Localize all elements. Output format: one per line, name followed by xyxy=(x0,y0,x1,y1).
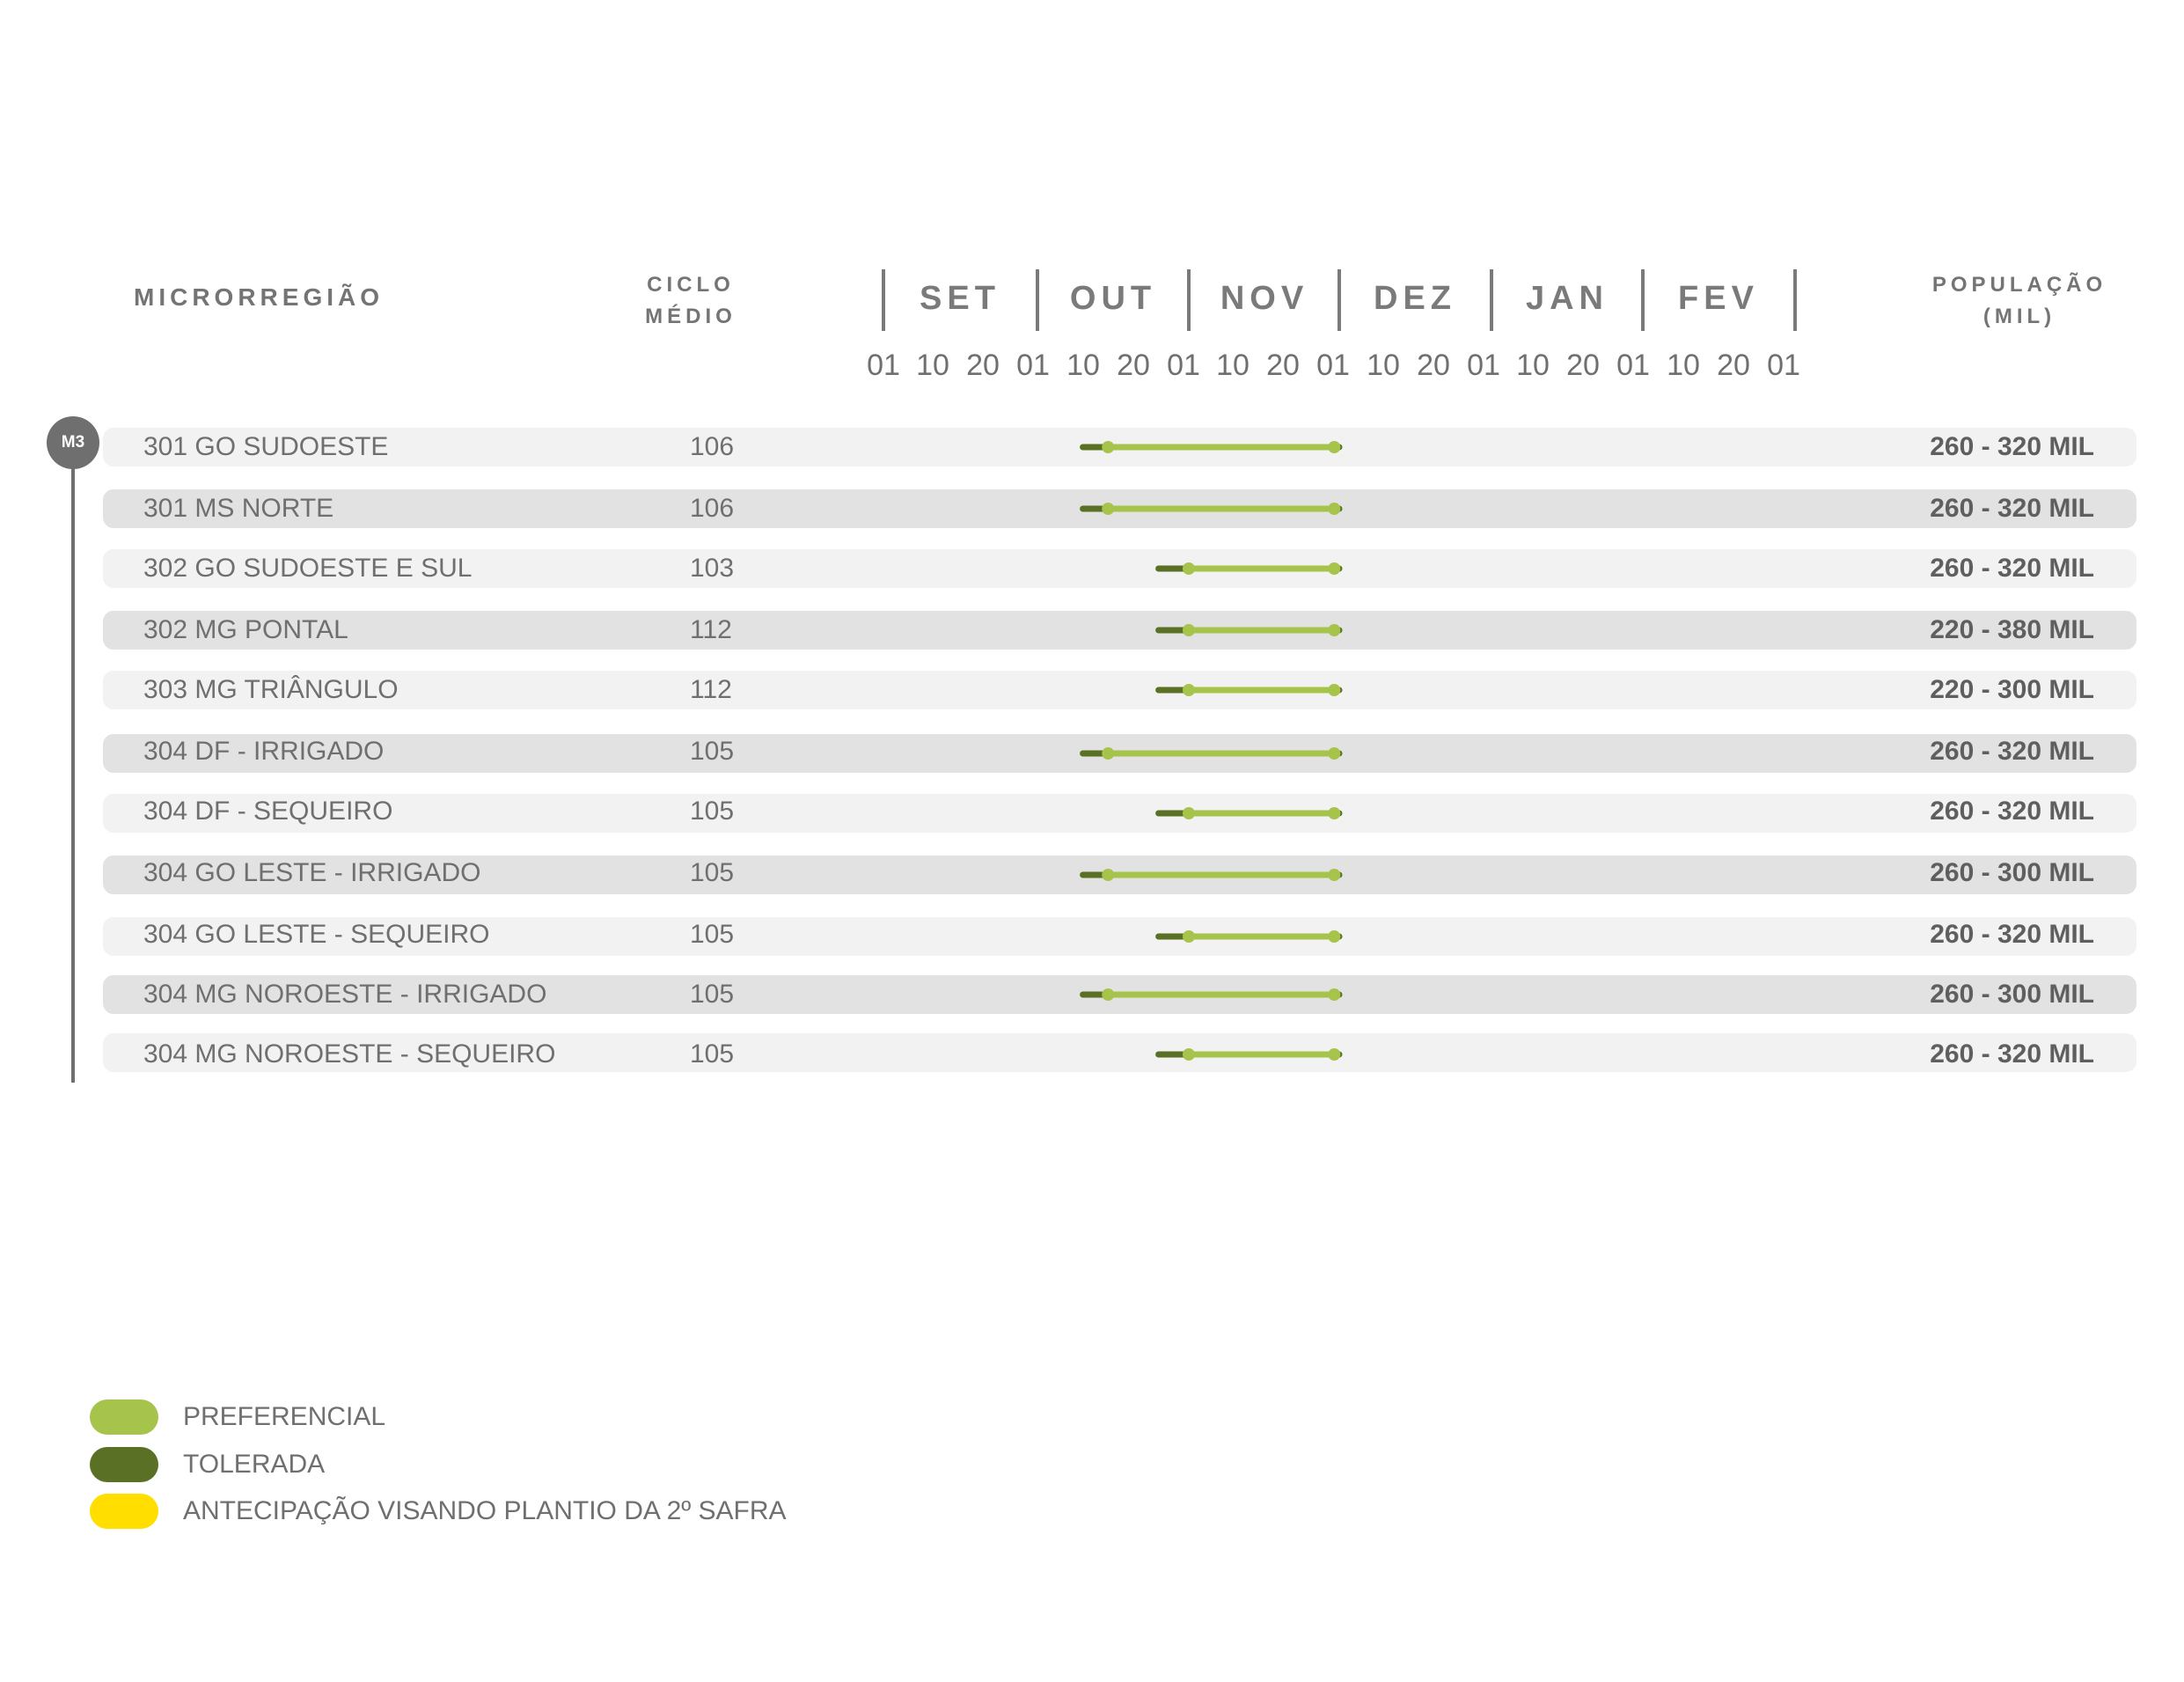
month-label-nov: NOV xyxy=(1220,280,1309,317)
tick-label: 01 xyxy=(1167,349,1200,382)
row-populacao: 260 - 320 MIL xyxy=(1930,494,2094,523)
row-populacao: 260 - 320 MIL xyxy=(1930,797,2094,826)
header-ciclo-line1: CICLO xyxy=(647,273,735,297)
tick-label: 10 xyxy=(1667,349,1700,382)
row-populacao: 260 - 320 MIL xyxy=(1930,432,2094,461)
row-populacao: 260 - 300 MIL xyxy=(1930,858,2094,887)
header-populacao-line2: (MIL) xyxy=(1982,305,2056,328)
row-populacao: 260 - 320 MIL xyxy=(1930,737,2094,766)
month-separator xyxy=(1187,269,1191,331)
month-separator xyxy=(1338,269,1341,331)
header-ciclo-line2: MÉDIO xyxy=(645,305,737,328)
table-row xyxy=(103,671,2136,709)
tick-label: 20 xyxy=(966,349,1000,382)
tick-label: 10 xyxy=(1216,349,1250,382)
tick-label: 20 xyxy=(1566,349,1600,382)
row-ciclo: 105 xyxy=(690,797,735,826)
tick-label: 20 xyxy=(1717,349,1750,382)
legend-label-preferencial: PREFERENCIAL xyxy=(183,1402,386,1431)
table-row xyxy=(103,489,2136,528)
row-microrregiao: 304 MG NOROESTE - SEQUEIRO xyxy=(143,1039,556,1069)
tick-label: 10 xyxy=(1516,349,1550,382)
tick-label: 20 xyxy=(1417,349,1450,382)
tick-label: 01 xyxy=(1016,349,1050,382)
tick-label: 01 xyxy=(1616,349,1650,382)
row-microrregiao: 302 GO SUDOESTE E SUL xyxy=(143,554,473,583)
row-populacao: 260 - 300 MIL xyxy=(1930,980,2094,1009)
tick-label: 10 xyxy=(1367,349,1400,382)
month-separator xyxy=(1641,269,1645,331)
row-ciclo: 105 xyxy=(690,858,735,887)
row-microrregiao: 304 DF - IRRIGADO xyxy=(143,737,385,766)
legend-swatch-preferencial xyxy=(90,1399,158,1435)
month-label-jan: JAN xyxy=(1525,280,1609,317)
row-microrregiao: 303 MG TRIÂNGULO xyxy=(143,675,399,704)
month-separator xyxy=(1036,269,1039,331)
month-separator xyxy=(1793,269,1797,331)
row-microrregiao: 304 DF - SEQUEIRO xyxy=(143,797,393,826)
row-ciclo: 112 xyxy=(690,615,732,644)
row-ciclo: 105 xyxy=(690,1039,735,1069)
group-badge: M3 xyxy=(47,416,99,469)
header-microrregiao: MICRORREGIÃO xyxy=(134,283,384,311)
month-label-out: OUT xyxy=(1069,280,1157,317)
row-microrregiao: 304 MG NOROESTE - IRRIGADO xyxy=(143,980,547,1009)
legend-label-antecipacao: ANTECIPAÇÃO VISANDO PLANTIO DA 2º SAFRA xyxy=(183,1496,787,1525)
row-microrregiao: 301 MS NORTE xyxy=(143,494,334,523)
table-row xyxy=(103,734,2136,773)
row-populacao: 220 - 300 MIL xyxy=(1930,675,2094,704)
legend-swatch-antecipacao xyxy=(90,1494,158,1529)
table-row xyxy=(103,611,2136,650)
tick-label: 20 xyxy=(1266,349,1300,382)
row-populacao: 260 - 320 MIL xyxy=(1930,554,2094,583)
header-populacao xyxy=(1901,269,2138,333)
table-row xyxy=(103,794,2136,833)
row-microrregiao: 304 GO LESTE - SEQUEIRO xyxy=(143,920,490,949)
row-ciclo: 112 xyxy=(690,675,732,704)
month-label-dez: DEZ xyxy=(1374,280,1456,317)
row-ciclo: 105 xyxy=(690,980,735,1009)
row-microrregiao: 304 GO LESTE - IRRIGADO xyxy=(143,858,481,887)
header-populacao-line1: POPULAÇÃO xyxy=(1931,273,2107,297)
row-ciclo: 103 xyxy=(690,554,735,583)
group-line xyxy=(71,444,75,1083)
row-microrregiao: 302 MG PONTAL xyxy=(143,615,348,644)
month-separator xyxy=(882,269,885,331)
tick-label: 01 xyxy=(1467,349,1500,382)
tick-label: 01 xyxy=(867,349,900,382)
row-ciclo: 106 xyxy=(690,494,735,523)
row-ciclo: 106 xyxy=(690,432,735,461)
tick-label: 20 xyxy=(1117,349,1150,382)
row-populacao: 260 - 320 MIL xyxy=(1930,920,2094,949)
tick-label: 10 xyxy=(1066,349,1100,382)
row-microrregiao: 301 GO SUDOESTE xyxy=(143,432,389,461)
month-label-fev: FEV xyxy=(1678,280,1759,317)
row-ciclo: 105 xyxy=(690,920,735,949)
table-row xyxy=(103,428,2136,466)
row-populacao: 220 - 380 MIL xyxy=(1930,615,2094,644)
tick-label: 10 xyxy=(916,349,949,382)
row-populacao: 260 - 320 MIL xyxy=(1930,1039,2094,1069)
row-ciclo: 105 xyxy=(690,737,735,766)
tick-label: 01 xyxy=(1316,349,1350,382)
legend-swatch-tolerada xyxy=(90,1447,158,1482)
legend-label-tolerada: TOLERADA xyxy=(183,1450,326,1479)
month-label-set: SET xyxy=(920,280,1000,317)
month-separator xyxy=(1490,269,1493,331)
header-ciclo-medio xyxy=(616,269,766,333)
tick-label: 01 xyxy=(1767,349,1800,382)
